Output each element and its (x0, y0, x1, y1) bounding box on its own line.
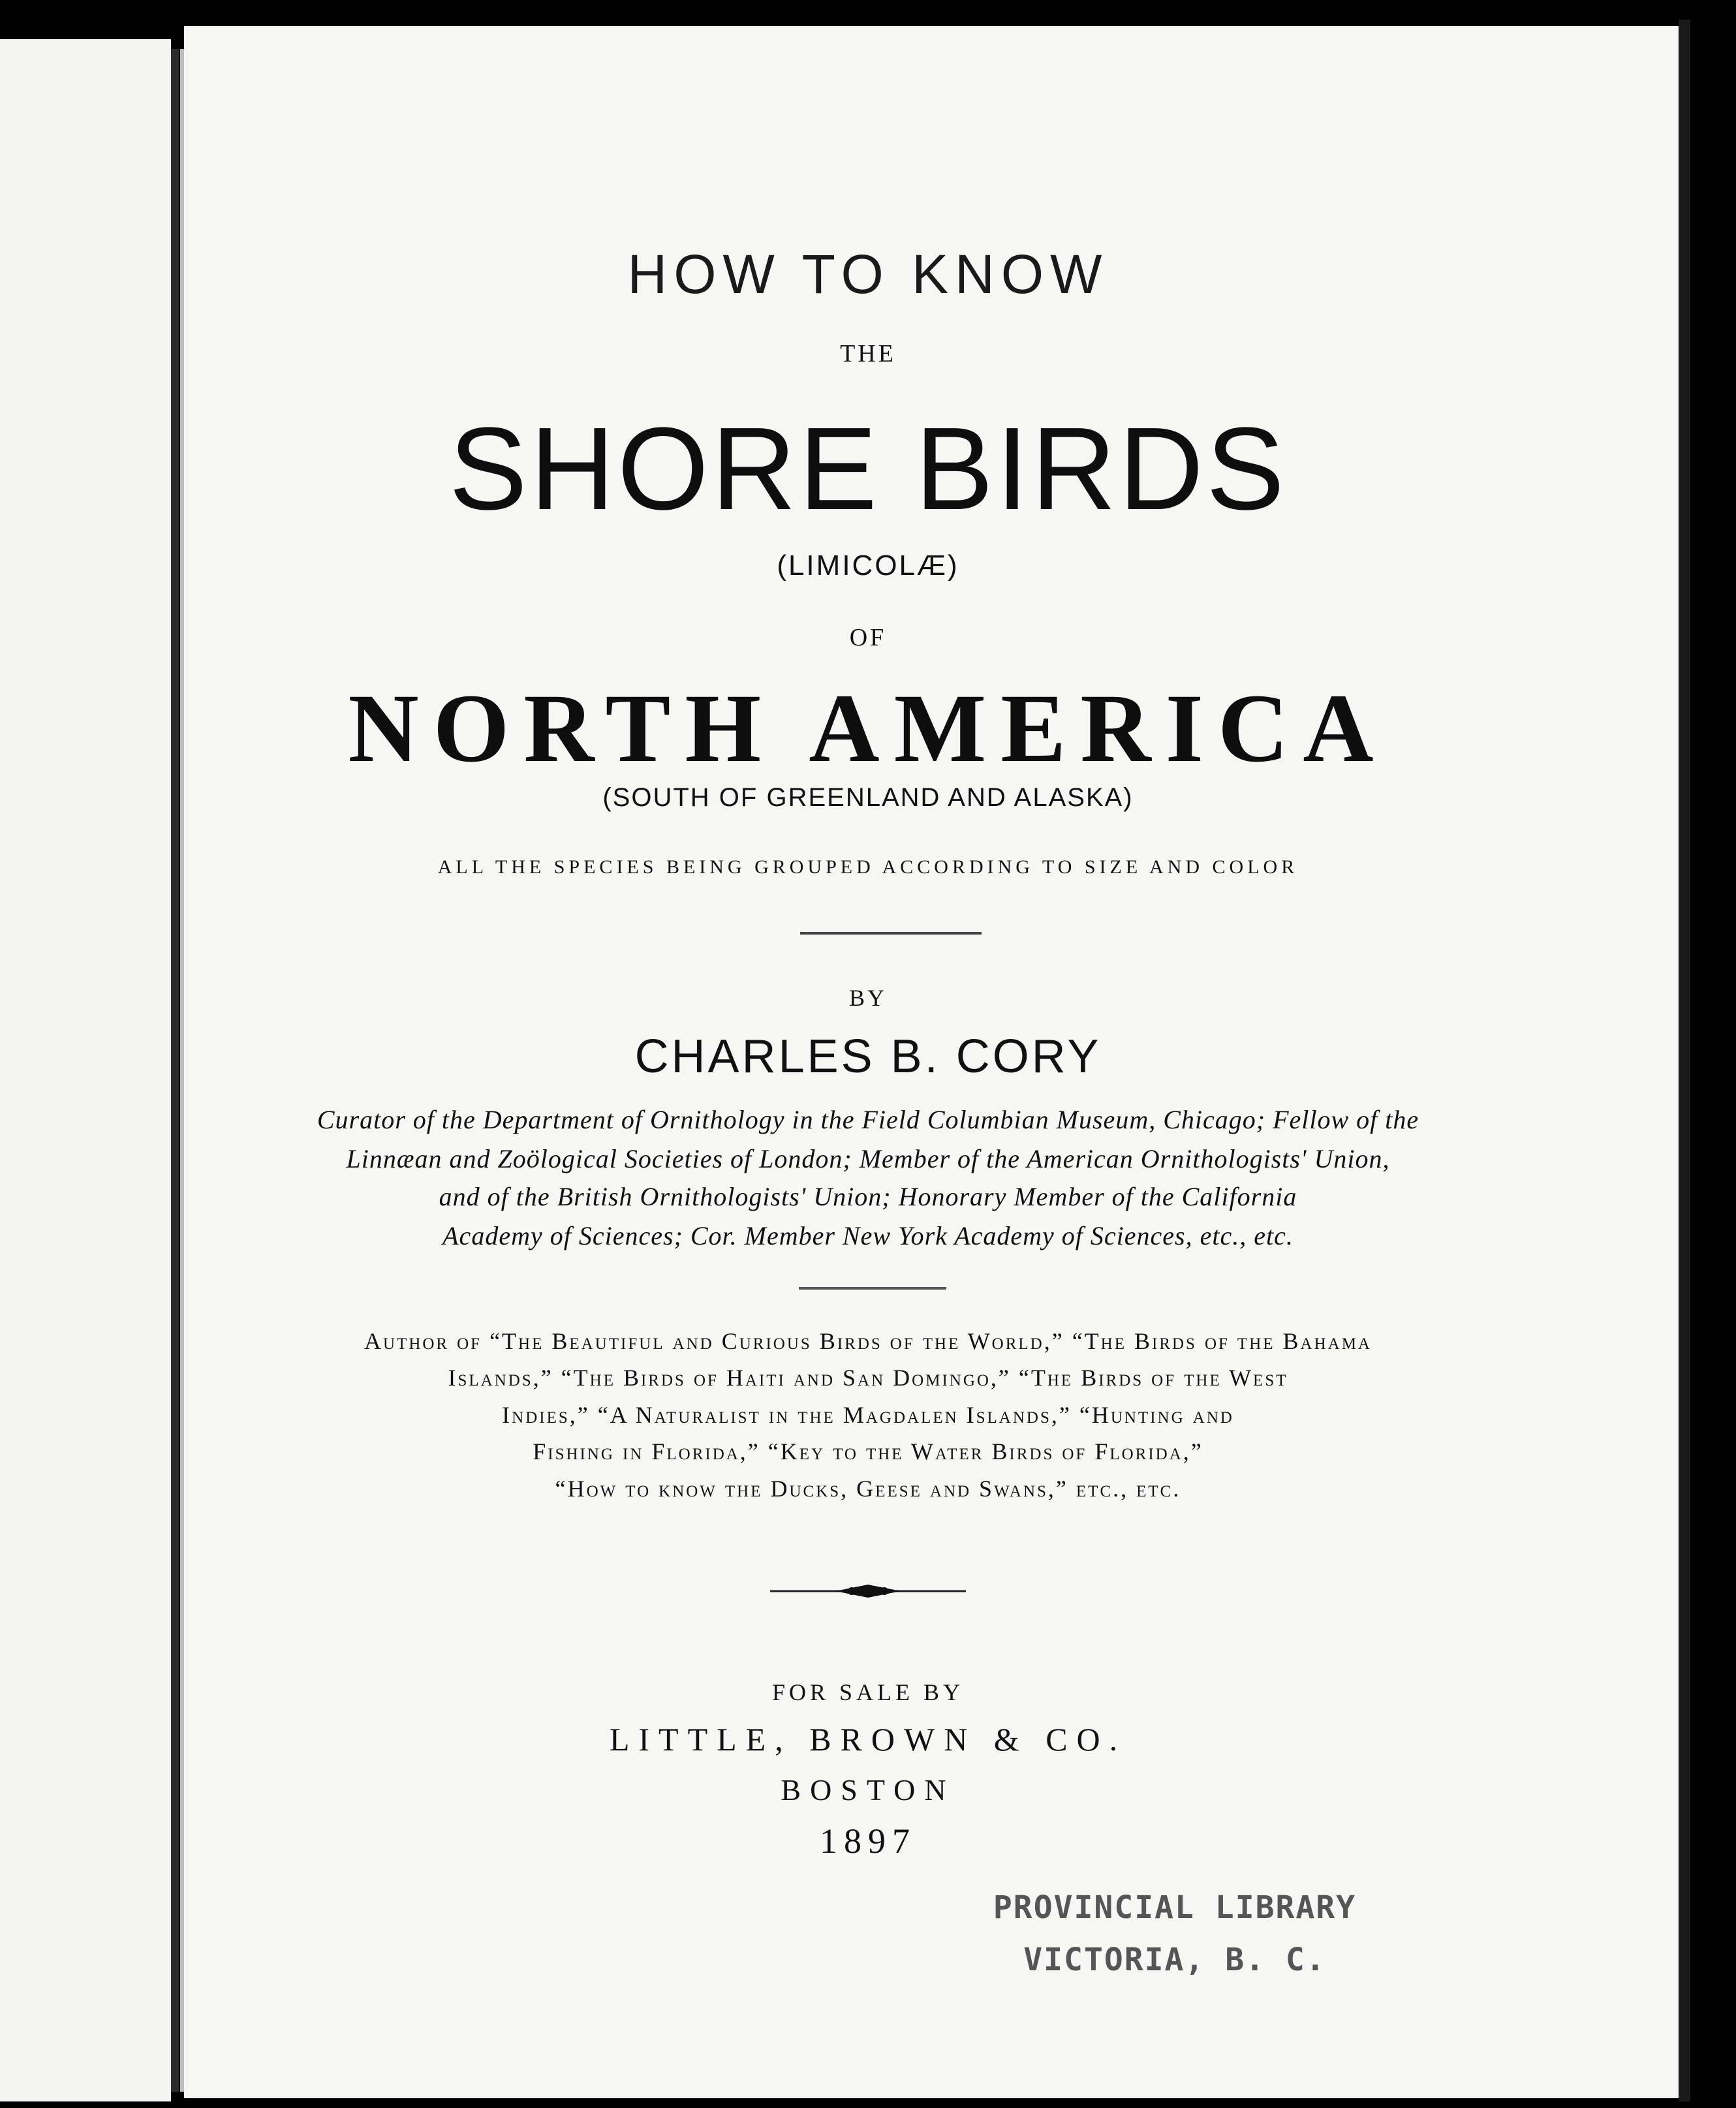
author-credentials-line: and of the British Ornithologists' Union; Honorary Member of the California (439, 1182, 1297, 1211)
divider-rule (799, 1287, 946, 1290)
author-of-works-line: Author of “The Beautiful and Curious Birds of the World,” “The Birds of the Bahama (364, 1328, 1372, 1354)
author-of-works-line: Islands,” “The Birds of Haiti and San Domingo,” “The Birds of the West (448, 1365, 1288, 1391)
publisher-name: LITTLE, BROWN & CO. (609, 1721, 1127, 1758)
subtitle-south-of-greenland: (SOUTH OF GREENLAND AND ALASKA) (602, 783, 1134, 812)
library-stamp-line: VICTORIA, B. C. (1023, 1942, 1326, 1978)
title-line-the: THE (840, 340, 896, 367)
author-of-works-line: Indies,” “A Naturalist in the Magdalen Islands,” “Hunting and (502, 1402, 1234, 1428)
subtitle-all-species: ALL THE SPECIES BEING GROUPED ACCORDING TO SIZE AND COLOR (437, 856, 1299, 878)
title-line-limicolae: (LIMICOLÆ) (777, 550, 959, 581)
title-line-north-america: NORTH AMERICA (348, 674, 1388, 783)
publication-year: 1897 (820, 1821, 916, 1861)
byline-by: BY (848, 985, 887, 1011)
author-of-works-line: “How to know the Ducks, Geese and Swans,” etc., etc. (555, 1476, 1181, 1502)
title-line-of: OF (849, 624, 887, 651)
library-stamp-line: PROVINCIAL LIBRARY (993, 1889, 1357, 1926)
title-line-how-to-know: HOW TO KNOW (627, 243, 1109, 305)
author-credentials-line: Academy of Sciences; Cor. Member New York Academy of Sciences, etc., etc. (442, 1221, 1294, 1250)
ornament-divider-icon (770, 1578, 966, 1604)
divider-rule (800, 932, 982, 935)
publisher-city: BOSTON (781, 1773, 955, 1806)
author-credentials-line: Linnæan and Zoölogical Societies of London; Member of the American Ornithologists' Union, (346, 1144, 1390, 1173)
title-line-shore-birds: SHORE BIRDS (448, 403, 1288, 535)
author-of-works-line: Fishing in Florida,” “Key to the Water Birds of Florida,” (533, 1438, 1203, 1465)
author-credentials-line: Curator of the Department of Ornithology in the Field Columbian Museum, Chicago; Fellow of the (317, 1105, 1419, 1134)
author-name: CHARLES B. CORY (634, 1031, 1102, 1083)
for-sale-by: FOR SALE BY (771, 1679, 965, 1705)
